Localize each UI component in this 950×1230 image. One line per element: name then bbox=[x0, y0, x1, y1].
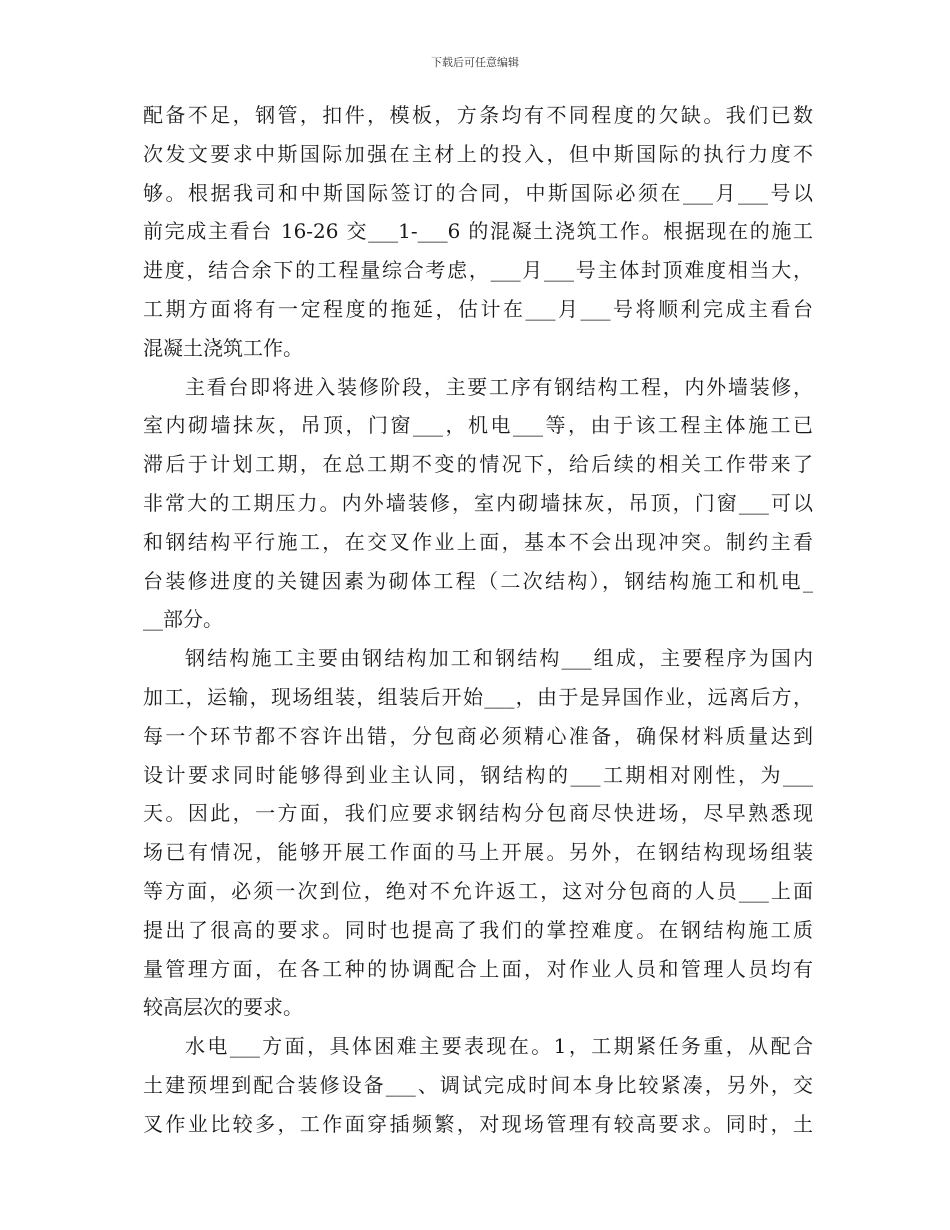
text-line: 土建预埋到配合装修设备___、调试完成时间本身比较紧凑，另外，交 bbox=[143, 1072, 813, 1097]
text-line: 水电___方面，具体困难主要表现在。1，工期紧任务重，从配合 bbox=[185, 1034, 813, 1059]
text-line: 和钢结构平行施工，在交叉作业上面，基本不会出现冲突。制约主看 bbox=[143, 529, 813, 554]
paragraph-2 bbox=[143, 368, 813, 640]
text-line: 量管理方面，在各工种的协调配合上面，对作业人员和管理人员均有 bbox=[143, 956, 813, 981]
text-line: 较高层次的要求。 bbox=[143, 995, 303, 1020]
text-line: 每一个环节都不容许出错，分包商必须精心准备，确保材料质量达到 bbox=[143, 723, 813, 748]
text-line: 设计要求同时能够得到业主认同，钢结构的___工期相对刚性，为___ bbox=[143, 762, 813, 787]
text-line: 等方面，必须一次到位，绝对不允许返工，这对分包商的人员___上面 bbox=[143, 878, 813, 903]
text-line: 场已有情况，能够开展工作面的马上开展。另外，在钢结构现场组装 bbox=[143, 840, 813, 865]
text-line: 滞后于计划工期，在总工期不变的情况下，给后续的相关工作带来了 bbox=[143, 452, 813, 477]
text-line: 提出了很高的要求。同时也提高了我们的掌控难度。在钢结构施工质 bbox=[143, 917, 813, 942]
paragraph-4 bbox=[143, 1027, 813, 1143]
text-line: 主看台即将进入装修阶段，主要工序有钢结构工程，内外墙装修， bbox=[185, 374, 813, 399]
text-line: 工期方面将有一定程度的拖延，估计在___月___号将顺利完成主看台 bbox=[143, 296, 813, 321]
text-line: 台装修进度的关键因素为砌体工程（二次结构），钢结构施工和机电_ bbox=[143, 568, 813, 593]
text-line: 室内砌墙抹灰，吊顶，门窗___，机电___等，由于该工程主体施工已 bbox=[143, 413, 813, 438]
text-line: 够。根据我司和中斯国际签订的合同，中斯国际必须在___月___号以 bbox=[143, 180, 813, 205]
text-line: 天。因此，一方面，我们应要求钢结构分包商尽快进场，尽早熟悉现 bbox=[143, 801, 813, 826]
text-line: 配备不足，钢管，扣件，模板，方条均有不同程度的欠缺。我们已数 bbox=[143, 103, 813, 127]
text-line: 叉作业比较多，工作面穿插频繁，对现场管理有较高要求。同时，土 bbox=[143, 1111, 813, 1136]
text-line: 次发文要求中斯国际加强在主材上的投入，但中斯国际的执行力度不 bbox=[143, 141, 813, 166]
paragraph-1 bbox=[143, 96, 813, 368]
paragraph-3 bbox=[143, 639, 813, 1027]
text-line: 前完成主看台 16-26 交___1-___6 的混凝土浇筑工作。根据现在的施工 bbox=[143, 219, 813, 244]
text-line: 混凝土浇筑工作。 bbox=[143, 335, 303, 360]
text-line: 非常大的工期压力。内外墙装修，室内砌墙抹灰，吊顶，门窗___可以 bbox=[143, 490, 813, 515]
text-line: __部分。 bbox=[143, 607, 223, 632]
text-line: 钢结构施工主要由钢结构加工和钢结构___组成，主要程序为国内 bbox=[185, 646, 813, 671]
page-header-note: 下载后可任意编辑 bbox=[431, 56, 519, 69]
text-line: 加工，运输，现场组装，组装后开始___，由于是异国作业，远离后方， bbox=[143, 684, 813, 709]
document-body bbox=[143, 96, 813, 1144]
text-line: 进度，结合余下的工程量综合考虑，___月___号主体封顶难度相当大， bbox=[143, 258, 813, 283]
